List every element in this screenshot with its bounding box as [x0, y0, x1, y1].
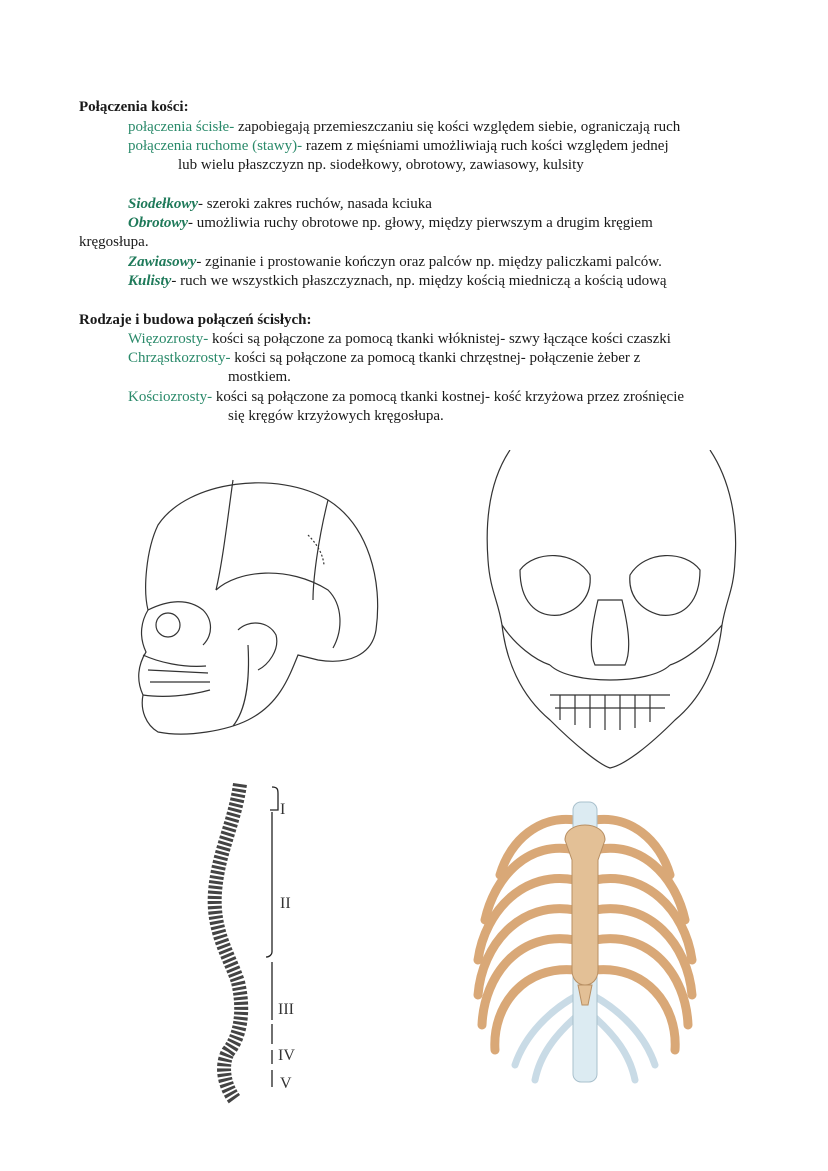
- skull-front-illustration: [480, 450, 740, 775]
- term-pivot: Obrotowy: [128, 215, 188, 231]
- item-syndesmosis: [128, 330, 671, 350]
- heading-tight-types: Rodzaje i budowa połączeń ścisłych:: [79, 312, 312, 328]
- desc-pivot: - umożliwia ruchy obrotowe np. głowy, między pierwszym a drugim kręgiem: [188, 215, 653, 231]
- desc-movable: razem z mięśniami umożliwiają ruch kości względem jednej: [302, 138, 669, 154]
- desc-pivot-cont: kręgosłupa.: [79, 234, 149, 250]
- joint-pivot: [128, 214, 653, 234]
- term-synostosis: Kościozrosty-: [128, 389, 213, 405]
- spine-label-4: IV: [278, 1047, 295, 1064]
- desc-movable-cont: lub wielu płaszczyzn np. siodełkowy, obrotowy, zawiasowy, kulsity: [178, 157, 584, 173]
- desc-synchondrosis-cont: mostkiem.: [228, 369, 291, 385]
- term-syndesmosis: Więzozrosty-: [128, 331, 209, 347]
- desc-tight: zapobiegają przemieszczaniu się kości względem siebie, ograniczają ruch: [234, 119, 681, 135]
- item-tight-connections: [128, 118, 680, 138]
- heading-bone-connections: Połączenia kości:: [79, 99, 189, 115]
- joint-hinge: [128, 253, 662, 273]
- term-movable: połączenia ruchome (stawy)-: [128, 138, 303, 154]
- item-movable-connections: [128, 137, 669, 157]
- term-ball: Kulisty: [128, 273, 172, 289]
- desc-synostosis: kości są połączone za pomocą tkanki kostnej- kość krzyżowa przez zrośnięcie: [212, 389, 685, 405]
- desc-ball: - ruch we wszystkich płaszczyznach, np. między kością miedniczą a kością udową: [171, 273, 667, 289]
- item-synostosis: [128, 388, 684, 408]
- term-synchondrosis: Chrząstkozrosty-: [128, 350, 231, 366]
- desc-synostosis-cont: się kręgów krzyżowych kręgosłupa.: [228, 408, 444, 424]
- spine-label-1: I: [280, 801, 286, 818]
- term-hinge: Zawiasowy: [128, 254, 197, 270]
- desc-synchondrosis: kości są połączone za pomocą tkanki chrzęstnej- połączenie żeber z: [230, 350, 641, 366]
- desc-saddle: - szeroki zakres ruchów, nasada kciuka: [198, 196, 432, 212]
- desc-syndesmosis: kości są połączone za pomocą tkanki włóknistej- szwy łączące kości czaszki: [208, 331, 671, 347]
- term-saddle: Siodełkowy: [128, 196, 198, 212]
- spine-label-2: II: [280, 895, 291, 912]
- term-tight: połączenia ścisłe-: [128, 119, 235, 135]
- desc-hinge: - zginanie i prostowanie kończyn oraz palców np. między paliczkami palców.: [196, 254, 662, 270]
- skull-side-illustration: [128, 470, 388, 745]
- spine-illustration: [200, 782, 330, 1104]
- item-synchondrosis: [128, 349, 640, 369]
- joint-ball: [128, 272, 667, 292]
- spine-label-3: III: [278, 1001, 294, 1018]
- spine-label-5: V: [280, 1075, 292, 1092]
- ribcage-illustration: [470, 800, 700, 1090]
- joint-saddle: [128, 195, 432, 215]
